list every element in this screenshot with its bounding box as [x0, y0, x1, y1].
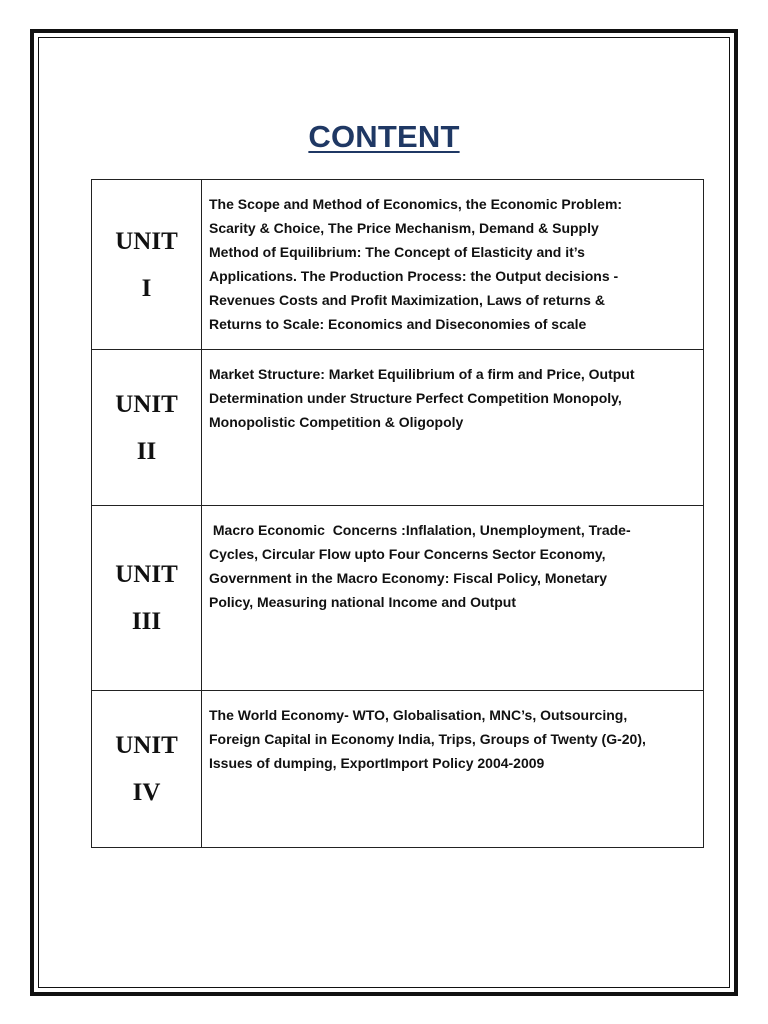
- unit-description: Market Structure: Market Equilibrium of a firm and Price, Output Determination under Structure Perfect Competition Monopoly, Monopolistic Competition & Oligopoly: [209, 366, 635, 430]
- description-cell: [202, 506, 704, 691]
- description-cell: [202, 350, 704, 506]
- unit-description: The Scope and Method of Economics, the Economic Problem: Scarity & Choice, The Price Mechanism, Demand & Supply Method of Equilibrium: The Concept of Elasticity and it’s Applications. The Production Process: the Output decisions - Revenues Costs and Profit Maximization, Laws of returns & Returns to Scale: Economics and Diseconomies of scale: [209, 196, 623, 332]
- table-row-unit-4: [92, 691, 704, 848]
- unit-description: Macro Economic Concerns :Inflalation, Unemployment, Trade- Cycles, Circular Flow upto Four Concerns Sector Economy, Government in the Macro Economy: Fiscal Policy, Monetary Policy, Measuring national Income and Output: [209, 522, 631, 610]
- table-row-unit-1: [92, 180, 704, 350]
- unit-cell: [92, 506, 202, 691]
- description-cell: [202, 691, 704, 848]
- unit-label: UNIT: [115, 732, 178, 759]
- unit-description: The World Economy- WTO, Globalisation, MNC’s, Outsourcing, Foreign Capital in Economy India, Trips, Groups of Twenty (G-20), Issues of dumping, ExportImport Policy 2004-2009: [209, 707, 646, 771]
- unit-number: IV: [132, 779, 161, 806]
- unit-label: UNIT: [115, 227, 178, 255]
- unit-number: I: [141, 274, 152, 302]
- unit-number: III: [131, 608, 162, 635]
- table-row-unit-3: [92, 506, 704, 691]
- unit-cell: [92, 350, 202, 506]
- unit-cell: [92, 180, 202, 350]
- page-title: [0, 118, 768, 155]
- description-cell: [202, 180, 704, 350]
- unit-number: II: [136, 437, 157, 465]
- content-table: [91, 179, 704, 848]
- table-row-unit-2: [92, 350, 704, 506]
- unit-label: UNIT: [115, 561, 178, 588]
- unit-label: UNIT: [115, 390, 178, 418]
- unit-cell: [92, 691, 202, 848]
- page-title-text: CONTENT: [308, 119, 460, 154]
